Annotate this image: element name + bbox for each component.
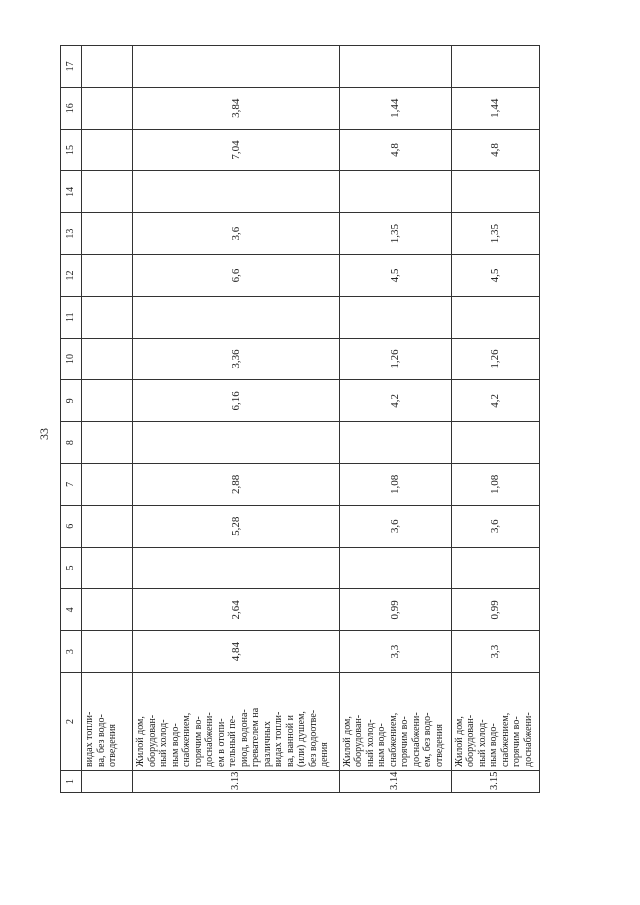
row-description: Жилой дом, оборудован- ный холод- ным водо- снабжением, горячим во- доснабжени- ем в отопи- тельный пе- риод, водона- гревателем на различных видах топли- ва, ванной и (или) душем, без водоотве- дения (133, 673, 340, 771)
value-cell (339, 422, 451, 464)
value-cell: 3,36 (133, 338, 340, 380)
value-cell: 4,8 (339, 129, 451, 171)
header-cell-12: 12 (61, 255, 82, 297)
header-row (61, 46, 82, 793)
value-cell (133, 547, 340, 589)
value-cell: 5,28 (133, 505, 340, 547)
header-cell-11: 11 (61, 296, 82, 338)
header-cell-14: 14 (61, 171, 82, 213)
value-cell: 3,6 (451, 505, 539, 547)
value-cell: 3,3 (451, 631, 539, 673)
header-cell-5: 5 (61, 547, 82, 589)
value-cell (451, 547, 539, 589)
row-description: Жилой дом, оборудован- ный холод- ным водо- снабжением, горячим во- доснабжени- ем, без водо- отведения (339, 673, 451, 771)
cell-code (82, 771, 133, 793)
value-cell: 2,64 (133, 589, 340, 631)
value-cell (451, 46, 539, 88)
value-cell (133, 46, 340, 88)
row-description: Жилой дом, оборудован- ный холод- ным водо- снабжением, горячим во- доснабжени- (451, 673, 539, 771)
tariff-table (60, 45, 540, 793)
table-body (82, 46, 540, 793)
value-cell: 0,99 (339, 589, 451, 631)
value-cell (451, 422, 539, 464)
value-cell (133, 296, 340, 338)
value-cell: 3,6 (339, 505, 451, 547)
value-cell: 3,6 (133, 213, 340, 255)
value-cell: 0,99 (451, 589, 539, 631)
value-cell: 1,26 (451, 338, 539, 380)
header-cell-1: 1 (61, 771, 82, 793)
header-cell-7: 7 (61, 464, 82, 506)
header-cell-2: 2 (61, 673, 82, 771)
value-cell: 4,8 (451, 129, 539, 171)
row-code: 3.14 (339, 771, 451, 793)
header-cell-13: 13 (61, 213, 82, 255)
value-cell: 4,5 (451, 255, 539, 297)
header-cell-8: 8 (61, 422, 82, 464)
value-cell: 7,04 (133, 129, 340, 171)
row-code: 3.15 (451, 771, 539, 793)
value-cell: 6,6 (133, 255, 340, 297)
table-row (451, 46, 539, 793)
value-cell: 1,08 (339, 464, 451, 506)
value-cell (451, 171, 539, 213)
header-cell-3: 3 (61, 631, 82, 673)
value-cell: 6,16 (133, 380, 340, 422)
value-cell: 4,2 (339, 380, 451, 422)
value-cell (451, 296, 539, 338)
value-cell: 1,26 (339, 338, 451, 380)
header-cell-9: 9 (61, 380, 82, 422)
value-cell (339, 46, 451, 88)
value-cell: 4,2 (451, 380, 539, 422)
value-cell: 1,44 (451, 87, 539, 129)
value-cell: 4,84 (133, 631, 340, 673)
value-cell: 1,08 (451, 464, 539, 506)
header-cell-6: 6 (61, 505, 82, 547)
value-cell: 2,88 (133, 464, 340, 506)
table-row (339, 46, 451, 793)
header-cell-17: 17 (61, 46, 82, 88)
value-cell (133, 171, 340, 213)
value-cell: 1,44 (339, 87, 451, 129)
header-cell-16: 16 (61, 87, 82, 129)
header-cell-15: 15 (61, 129, 82, 171)
page-number: 33 (37, 428, 51, 440)
value-cell (339, 296, 451, 338)
value-cell: 4,5 (339, 255, 451, 297)
value-cell: 1,35 (339, 213, 451, 255)
continuation-desc: видах топли- ва, без водо- отведения (82, 673, 133, 771)
tariff-table-sheet (60, 45, 540, 793)
header-cell-4: 4 (61, 589, 82, 631)
value-cell (339, 547, 451, 589)
continuation-row (82, 46, 133, 793)
header-cell-10: 10 (61, 338, 82, 380)
value-cell: 1,35 (451, 213, 539, 255)
table-row (133, 46, 340, 793)
value-cell (339, 171, 451, 213)
row-code: 3.13 (133, 771, 340, 793)
value-cell (133, 422, 340, 464)
value-cell: 3,3 (339, 631, 451, 673)
value-cell: 3,84 (133, 87, 340, 129)
